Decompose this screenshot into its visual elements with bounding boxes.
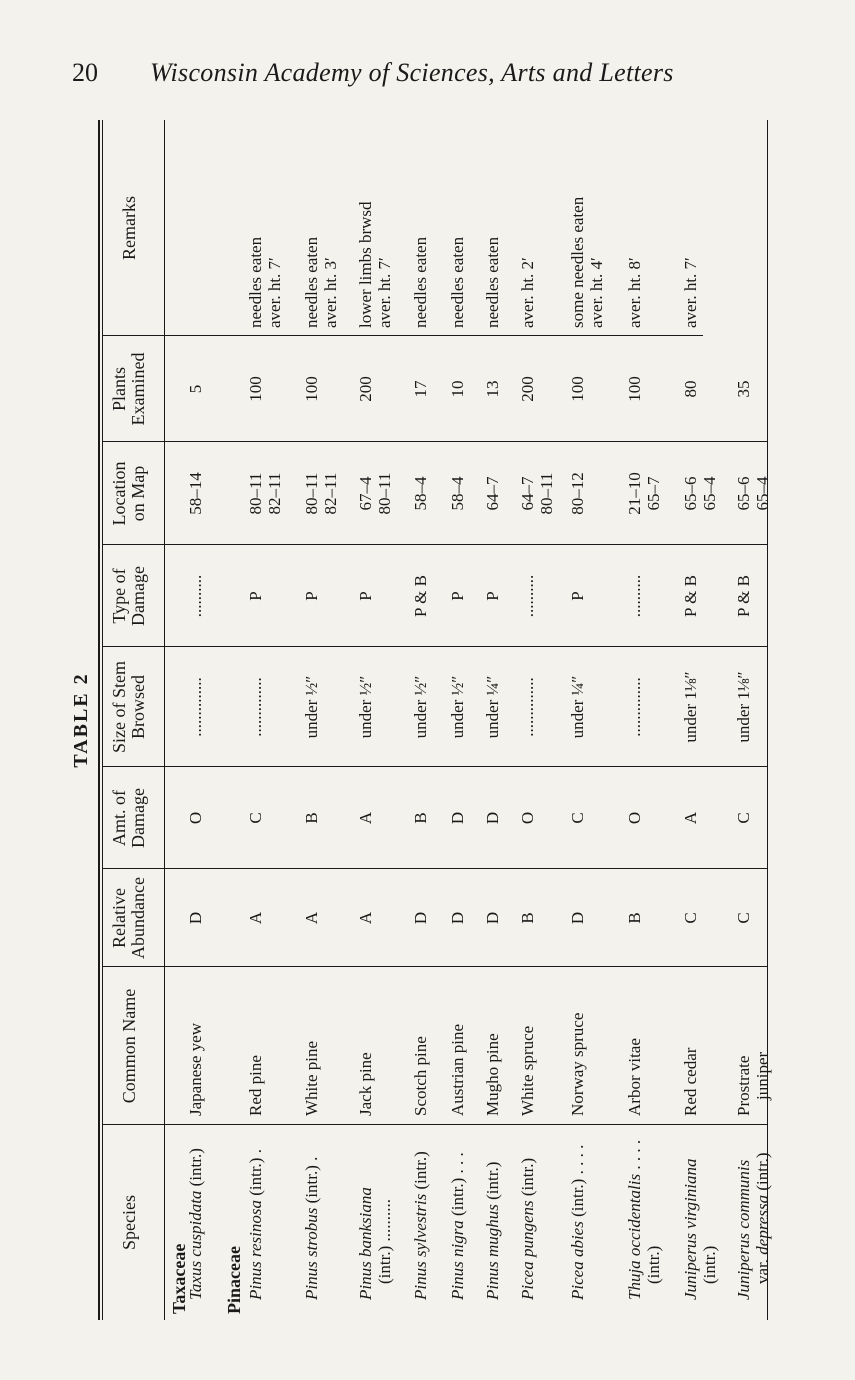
species-cell [411,1151,430,1300]
bottom-rule [767,120,768,1320]
damage-type: P & B [411,575,430,617]
plants-examined: 13 [483,380,502,398]
location-on-map: 64–7 [518,476,537,511]
header-relative-abundance-1: Relative [109,888,129,948]
family-taxaceae: Taxaceae [169,1243,189,1314]
damage-type: P & B [734,575,753,617]
species-cell [568,1145,587,1300]
location-on-map-2: 65–4 [700,476,719,511]
plants-examined: 80 [681,380,700,398]
top-rule-2 [102,120,103,1320]
relative-abundance: A [356,911,375,925]
species-line-2: (intr.) .......... [375,1199,394,1284]
common-name: White spruce [518,1025,537,1116]
species-suffix: (intr.) . . . [448,1152,467,1216]
damage-type: P [302,591,321,601]
location-on-map: 64–7 [483,476,502,511]
stem-size: under ¼″ [483,675,502,739]
plants-examined: 100 [246,376,265,402]
header-rule [164,120,165,1320]
species-suffix: (intr.) . . . . [568,1144,587,1217]
relative-abundance: A [302,911,321,925]
species-cell [302,1157,321,1300]
species-name: Picea abies [568,1221,587,1300]
common-name: Scotch pine [411,1036,430,1116]
plants-examined: 200 [518,376,537,402]
top-rule [98,120,100,1320]
stem-size: under ½″ [302,675,321,739]
amount-of-damage: B [411,812,430,824]
location-on-map-2: 80–11 [537,472,556,515]
amount-of-damage: D [448,811,467,825]
relative-abundance: D [483,911,502,925]
header-amt-damage-1: Amt. of [109,790,129,846]
header-location-2: on Map [128,465,148,522]
remarks-line-1: aver. ht. 7′ [681,257,700,328]
species-name: Juniperus virginiana [681,1158,700,1300]
common-name: Austrian pine [448,1023,467,1116]
species-name: Pinus nigra [448,1220,467,1300]
header-plants-2: Examined [128,352,148,426]
stem-size: .............. [625,677,644,737]
location-on-map: 58–4 [448,476,467,511]
damage-type: P [483,591,502,601]
species-name: Taxus cuspidata [186,1190,205,1300]
species-line-2: (intr.) [644,1245,663,1284]
species-name: Juniperus communis [734,1159,753,1300]
species-name: Thuja occidentalis [625,1173,644,1300]
rotated-table-region [70,120,790,1320]
stem-size: under ½″ [448,675,467,739]
stem-size: under ½″ [356,675,375,739]
amount-of-damage: C [734,812,753,824]
stem-size: under ¼″ [568,675,587,739]
relative-abundance: B [625,912,644,924]
species-cell [246,1149,265,1300]
remarks-line-2: aver. ht. 7′ [265,257,284,328]
common-name: Prostrate [734,1055,753,1116]
variety-name: depressa [753,1194,772,1255]
common-name: Jack pine [356,1052,375,1116]
column-rule [103,1124,767,1125]
damage-type: P [246,591,265,601]
header-type-2: Damage [128,566,148,626]
damage-type: .......... [625,574,644,618]
common-name: Red pine [246,1055,265,1116]
data-table [98,120,772,1320]
species-name: Pinus sylvestris [411,1193,430,1300]
plants-examined: 100 [625,376,644,402]
species-name: Pinus strobus [302,1207,321,1300]
remarks-line-1: some needles eaten [568,196,587,328]
remarks-line-1: needles eaten [302,236,321,328]
header-remarks: Remarks [119,196,139,260]
header-amt-damage-2: Damage [128,788,148,848]
family-pinaceae: Pinaceae [224,1246,244,1314]
relative-abundance: B [518,912,537,924]
amount-of-damage: C [568,812,587,824]
relative-abundance: D [448,911,467,925]
species-cell [734,1160,753,1300]
amount-of-damage: O [518,811,537,825]
remarks-line-1: needles eaten [411,236,430,328]
header-type-1: Type of [109,568,129,624]
relative-abundance: A [246,911,265,925]
remarks-line-1: needles eaten [448,236,467,328]
location-on-map: 65–6 [734,476,753,511]
page-number: 20 [72,58,98,87]
damage-type: .......... [518,574,537,618]
species-suffix: . . . . [625,1139,644,1170]
variety-prefix: var. [753,1254,772,1284]
location-on-map-2: 65–4 [753,476,772,511]
header-stem-1: Size of Stem [109,661,129,753]
species-cell [356,1187,375,1300]
species-name: Pinus banksiana [356,1187,375,1300]
species-cell [186,1148,205,1300]
plants-examined: 35 [734,380,753,398]
stem-size: under 1⅛″ [734,671,753,743]
common-name: Japanese yew [186,1023,205,1116]
damage-type: P & B [681,575,700,617]
stem-size: .............. [186,677,205,737]
species-cell [448,1152,467,1300]
header-stem-2: Browsed [128,675,148,739]
table-title: TABLE 2 [70,672,92,768]
species-suffix: (intr.) . [246,1149,265,1196]
plants-examined: 5 [186,384,205,394]
location-on-map: 80–11 [302,472,321,515]
amount-of-damage: O [186,811,205,825]
species-suffix: (intr.) . [302,1156,321,1204]
amount-of-damage: O [625,811,644,825]
species-cell [518,1158,537,1300]
plants-examined: 100 [302,376,321,402]
header-relative-abundance-2: Abundance [128,877,148,959]
relative-abundance: C [734,912,753,924]
location-on-map-2: 82–11 [321,472,340,515]
relative-abundance: D [568,911,587,925]
location-on-map: 21–10 [625,472,644,515]
amount-of-damage: C [246,812,265,824]
damage-type: P [356,591,375,601]
stem-size: .............. [518,677,537,737]
species-cell [681,1159,700,1301]
location-on-map: 80–11 [246,472,265,515]
location-on-map-2: 65–7 [644,476,663,511]
location-on-map-2: 82–11 [265,472,284,515]
remarks-line-1: needles eaten [483,236,502,328]
amount-of-damage: A [356,811,375,825]
remarks-line-2: aver. ht. 4′ [587,257,606,328]
location-on-map: 67–4 [356,476,375,511]
species-suffix: (intr.) [518,1157,537,1197]
remarks-line-1: aver. ht. 2′ [518,257,537,328]
remarks-line-1: needles eaten [246,236,265,328]
common-name: Mugho pine [483,1033,502,1116]
location-on-map: 58–14 [186,472,205,515]
remarks-line-2: aver. ht. 7′ [375,257,394,328]
species-name: Picea pungens [518,1200,537,1300]
relative-abundance: C [681,912,700,924]
location-on-map: 65–6 [681,476,700,511]
amount-of-damage: A [681,811,700,825]
species-line-2: (intr.) [700,1245,719,1284]
header-location-1: Location [109,461,129,526]
species-name: Pinus resinosa [246,1200,265,1300]
remarks-line-2: aver. ht. 3′ [321,257,340,328]
species-suffix: (intr.) [186,1148,205,1187]
common-name: Arbor vitae [625,1038,644,1116]
damage-type: .......... [186,574,205,618]
location-on-map: 58–4 [411,476,430,511]
location-on-map-2: 80–11 [375,472,394,515]
plants-examined: 10 [448,380,467,398]
header-plants-1: Plants [109,367,129,412]
relative-abundance: D [411,911,430,925]
species-suffix: (intr.) [483,1161,502,1200]
amount-of-damage: D [483,811,502,825]
stem-size: under ½″ [411,675,430,739]
stem-size: under 1⅛″ [681,671,700,743]
amount-of-damage: B [302,812,321,824]
species-cell [625,1140,644,1300]
species-name: Pinus mughus [483,1204,502,1300]
header-species: Species [119,1195,139,1250]
stem-size: .............. [246,677,265,737]
remarks-line-1: aver. ht. 8′ [625,257,644,328]
plants-examined: 17 [411,380,430,398]
common-name: Norway spruce [568,1012,587,1116]
relative-abundance: D [186,911,205,925]
damage-type: P [448,591,467,601]
plants-examined: 100 [568,376,587,402]
running-head: Wisconsin Academy of Sciences, Arts and Letters [150,58,674,87]
common-name: Red cedar [681,1047,700,1116]
location-on-map: 80–12 [568,472,587,515]
remarks-line-1: lower limbs brwsd [356,201,375,328]
species-line-2 [753,1152,772,1284]
species-cell [483,1162,502,1300]
species-suffix: (intr.) [411,1151,430,1190]
variety-suffix: (intr.) [753,1152,772,1195]
common-name: White pine [302,1040,321,1116]
common-name-line-2: juniper [753,1051,772,1100]
damage-type: P [568,591,587,601]
header-common-name: Common Name [119,988,139,1104]
plants-examined: 200 [356,376,375,402]
